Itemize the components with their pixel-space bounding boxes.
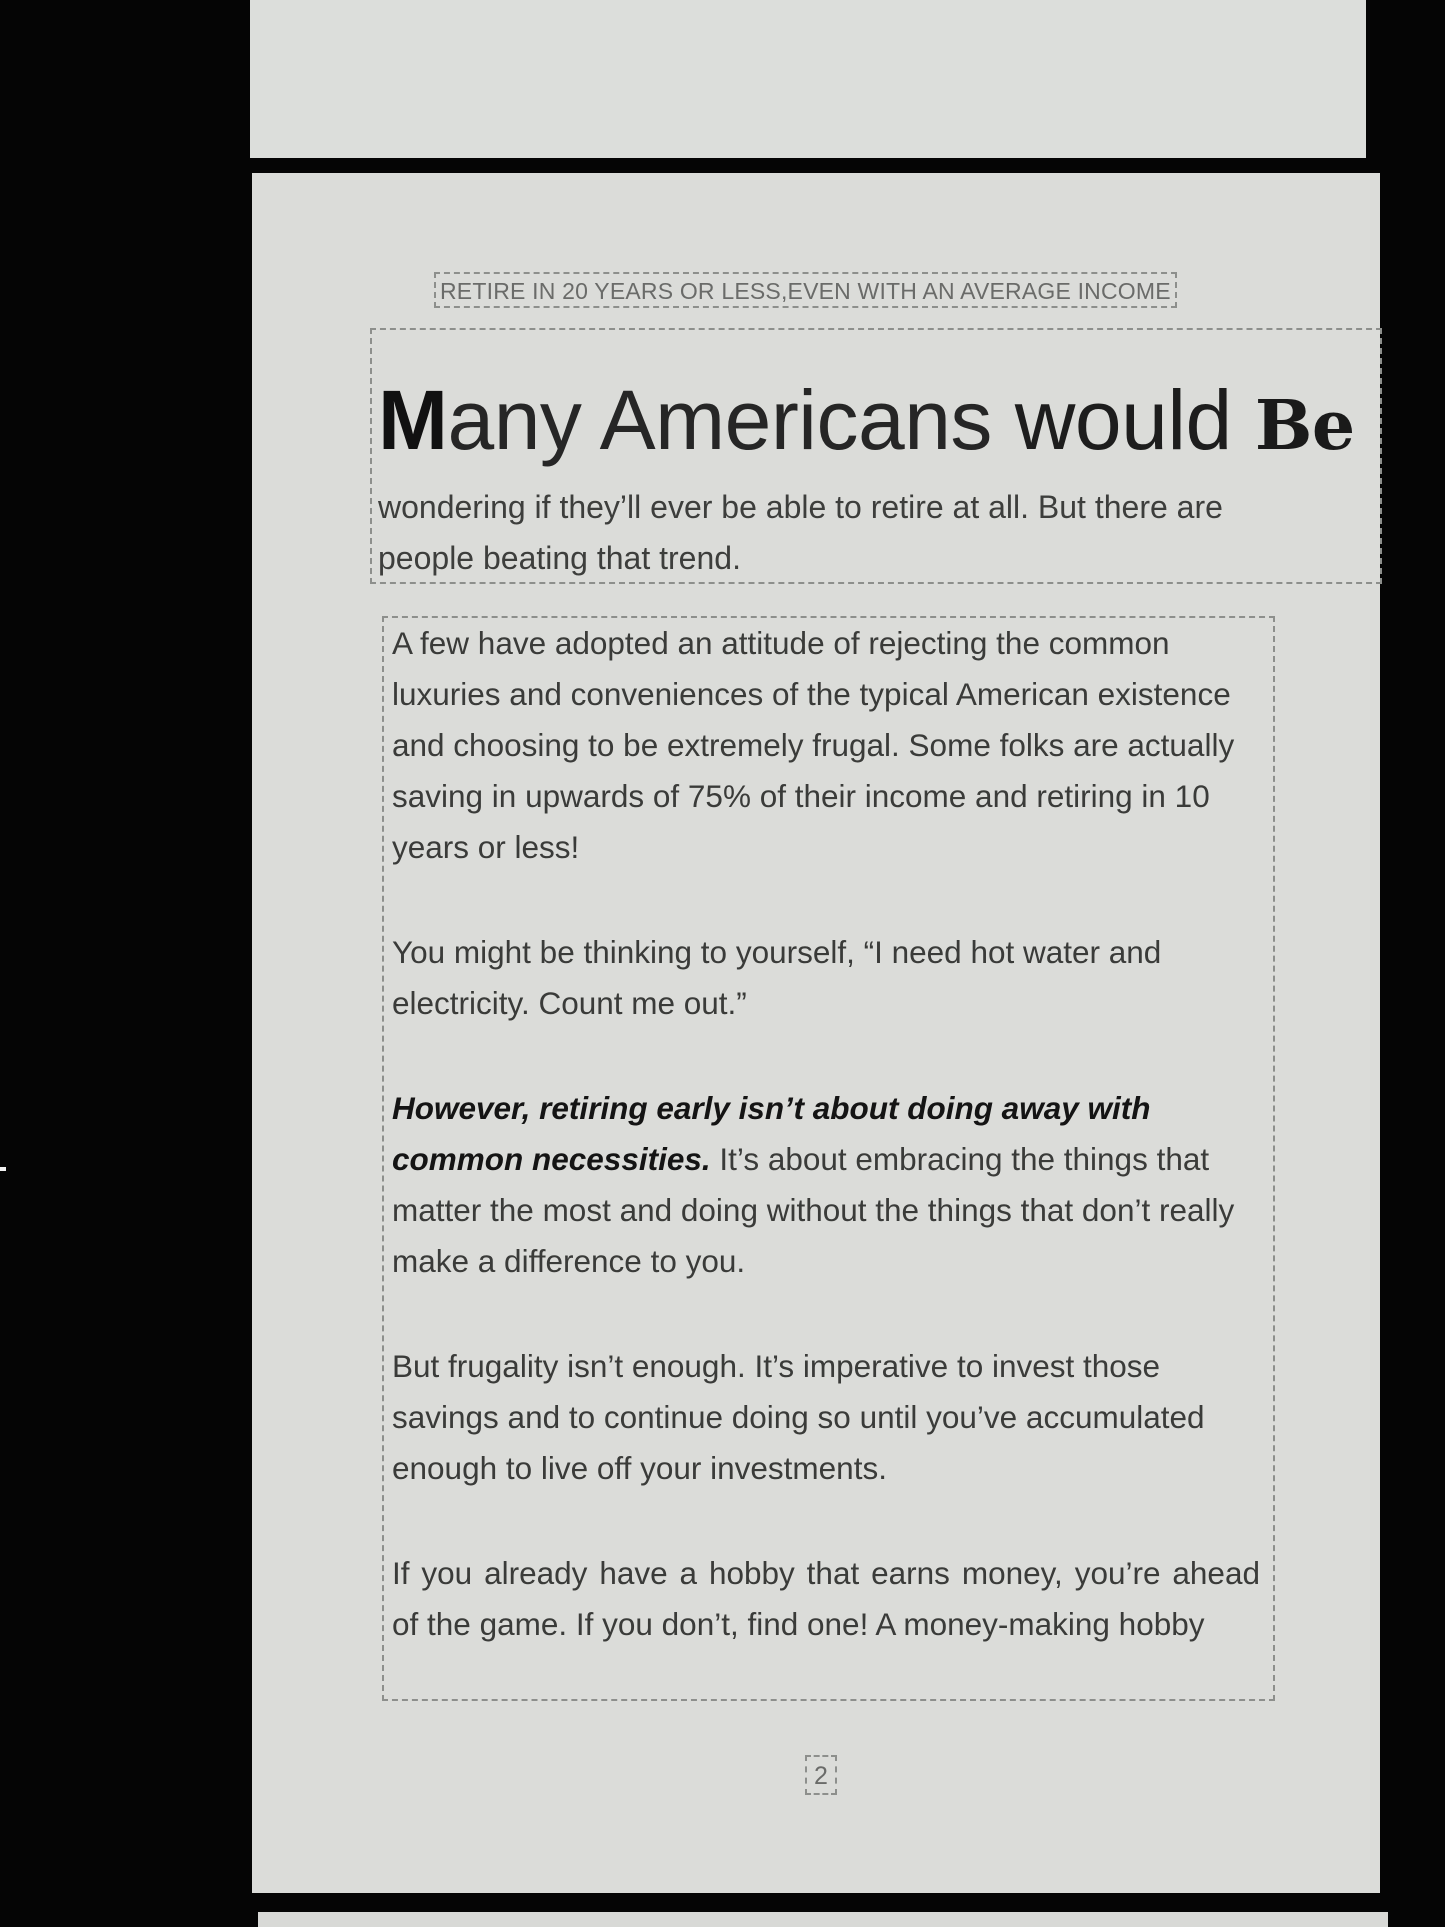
heading-continuation: wondering if they’ll ever be able to retire at all. But there are people beating that trend. — [378, 489, 1223, 576]
paragraph-2: You might be thinking to yourself, “I need hot water and electricity. Count me out.” — [392, 934, 1162, 1021]
paragraph-1: A few have adopted an attitude of rejecting the common luxuries and conveniences of the typical American existence and choosing to be extremely frugal. Some folks are actually saving in upwards of 75% of their income and retiring in 10 years or less! — [392, 625, 1235, 865]
chapter-heading — [378, 370, 1355, 476]
heading-part-3: Be — [1231, 386, 1355, 466]
paragraph-3-bold-lead: However, retiring early isn’t about doing away with common necessities. — [392, 1090, 1151, 1177]
running-header[interactable]: RETIRE IN 20 YEARS OR LESS,EVEN WITH AN AVERAGE INCOME — [434, 272, 1177, 308]
paragraph-3-rest: It’s about embracing the things that matter the most and doing without the things that don’t really make a difference to you. — [392, 1141, 1235, 1279]
paragraph-4: But frugality isn’t enough. It’s imperative to invest those savings and to continue doing so until you’ve accumulated enough to live off your investments. — [392, 1348, 1205, 1486]
dropcap-letter: M — [378, 373, 448, 467]
body-text-frame[interactable] — [382, 616, 1275, 1701]
body-text — [392, 618, 1260, 1704]
paragraph-5: If you already have a hobby that earns money, you’re ahead of the game. If you don’t, find one! A money-making hobby — [392, 1555, 1260, 1642]
previous-page — [250, 0, 1366, 158]
next-page-edge — [258, 1912, 1388, 1927]
heading-text-frame[interactable] — [370, 328, 1382, 584]
heading-part-2: would — [1014, 373, 1232, 467]
page-number[interactable]: 2 — [805, 1755, 837, 1795]
heading-part-1: any Americans — [447, 373, 1015, 467]
paragraph-3 — [392, 1083, 1260, 1287]
left-edge-marker — [0, 1167, 6, 1171]
